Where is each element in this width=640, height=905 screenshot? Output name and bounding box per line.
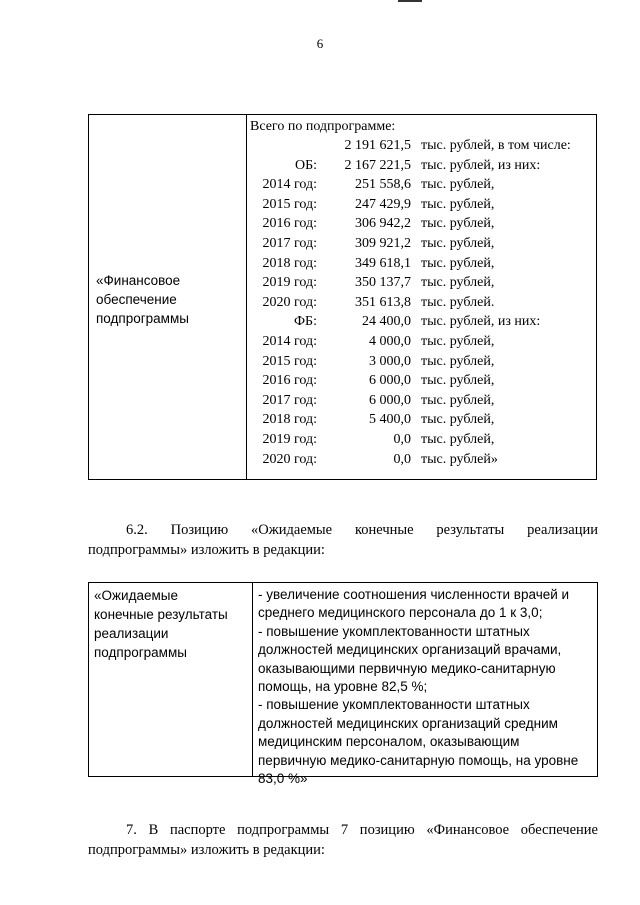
results-line: медицинским персоналом, оказывающим — [258, 734, 520, 750]
row-label: 2017 год: — [262, 235, 317, 251]
row-label: ОБ: — [294, 157, 317, 173]
results-line: - повышение укомплектованности штатных — [258, 697, 530, 713]
row-label: 2020 год: — [262, 294, 317, 310]
results-line: среднего медицинского персонала до 1 к 3,0; — [258, 605, 543, 621]
results-line: должностей медицинских организаций средним — [258, 715, 558, 731]
row-amount: 251 558,6 — [355, 177, 411, 193]
paragraph-6-2 — [88, 520, 598, 560]
row-unit: тыс. рублей, — [421, 431, 495, 447]
row-amount: 0,0 — [393, 431, 411, 447]
financing-table-heading: Всего по подпрограмме: — [250, 119, 396, 134]
paragraph-6-2-line1: 6.2. Позицию «Ожидаемые конечные результаты реализации — [126, 522, 598, 538]
financing-table — [88, 114, 597, 480]
row-amount: 6 000,0 — [369, 373, 411, 389]
row-amount: 0,0 — [393, 451, 411, 467]
row-amount: 309 921,2 — [355, 235, 411, 251]
paragraph-7-line2: подпрограммы» изложить в редакции: — [88, 842, 325, 858]
row-unit: тыс. рублей, — [421, 196, 495, 212]
row-label: 2015 год: — [262, 353, 317, 369]
results-label-line: подпрограммы — [94, 645, 187, 660]
top-edge-mark — [398, 0, 422, 2]
row-amount: 306 942,2 — [355, 216, 411, 232]
page-number: 6 — [316, 36, 324, 51]
row-label: 2019 год: — [262, 431, 317, 447]
results-line: 83,0 %» — [258, 771, 308, 787]
results-line: первичную медико-санитарную помощь, на уровне — [258, 752, 579, 768]
row-label: 2018 год: — [262, 412, 317, 428]
results-table-content — [258, 586, 594, 788]
row-amount: 350 137,7 — [355, 275, 411, 291]
row-label: 2014 год: — [262, 333, 317, 349]
results-line: оказывающими первичную медико-санитарную — [258, 660, 556, 676]
row-amount: 5 400,0 — [369, 412, 411, 428]
row-amount: 351 613,8 — [355, 294, 411, 310]
row-label: 2016 год: — [262, 216, 317, 232]
row-unit: тыс. рублей, — [421, 373, 495, 389]
row-amount: 247 429,9 — [355, 196, 411, 212]
row-amount: 349 618,1 — [355, 255, 411, 271]
row-label: 2016 год: — [262, 373, 317, 389]
results-line: помощь, на уровне 82,5 %; — [258, 679, 428, 695]
results-label-line: реализации — [94, 626, 169, 641]
results-line: - повышение укомплектованности штатных — [258, 623, 530, 639]
row-unit: тыс. рублей, — [421, 353, 495, 369]
row-label: ФБ: — [294, 314, 317, 330]
row-unit: тыс. рублей, — [421, 235, 495, 251]
row-amount: 2 167 221,5 — [344, 157, 411, 173]
row-label: 2015 год: — [262, 196, 317, 212]
row-amount: 4 000,0 — [369, 333, 411, 349]
row-unit: тыс. рублей, — [421, 275, 495, 291]
row-unit: тыс. рублей» — [421, 451, 498, 467]
row-unit: тыс. рублей, — [421, 412, 495, 428]
paragraph-7-line1: 7. В паспорте подпрограммы 7 позицию «Финансовое обеспечение — [126, 822, 598, 838]
paragraph-6-2-line2: подпрограммы» изложить в редакции: — [88, 542, 325, 558]
row-unit: тыс. рублей, — [421, 177, 495, 193]
row-unit: тыс. рублей, — [421, 333, 495, 349]
row-amount: 2 191 621,5 — [344, 138, 411, 153]
row-label: 2018 год: — [262, 255, 317, 271]
row-label: 2014 год: — [262, 177, 317, 193]
paragraph-7 — [88, 820, 598, 860]
row-unit: тыс. рублей. — [421, 294, 495, 310]
row-amount: 6 000,0 — [369, 392, 411, 408]
row-label: 2019 год: — [262, 275, 317, 291]
results-label-line: конечные результаты — [94, 607, 228, 622]
row-unit: тыс. рублей, в том числе: — [421, 138, 571, 153]
results-line: - увеличение соотношения численности врачей и — [258, 587, 570, 602]
row-unit: тыс. рублей, — [421, 392, 495, 408]
row-amount: 24 400,0 — [362, 314, 411, 330]
results-table-label — [94, 586, 249, 662]
financing-table-label: «Финансовое обеспечение подпрограммы — [96, 273, 189, 326]
row-amount: 3 000,0 — [369, 353, 411, 369]
row-unit: тыс. рублей, из них: — [421, 314, 541, 330]
row-label: 2017 год: — [262, 392, 317, 408]
results-line: должностей медицинских организаций врачами, — [258, 642, 562, 658]
row-unit: тыс. рублей, — [421, 255, 495, 271]
results-table — [88, 582, 598, 787]
row-unit: тыс. рублей, — [421, 216, 495, 232]
table-column-divider — [252, 583, 253, 776]
row-unit: тыс. рублей, из них: — [421, 157, 541, 173]
results-label-line: «Ожидаемые — [94, 588, 178, 603]
row-label: 2020 год: — [262, 451, 317, 467]
